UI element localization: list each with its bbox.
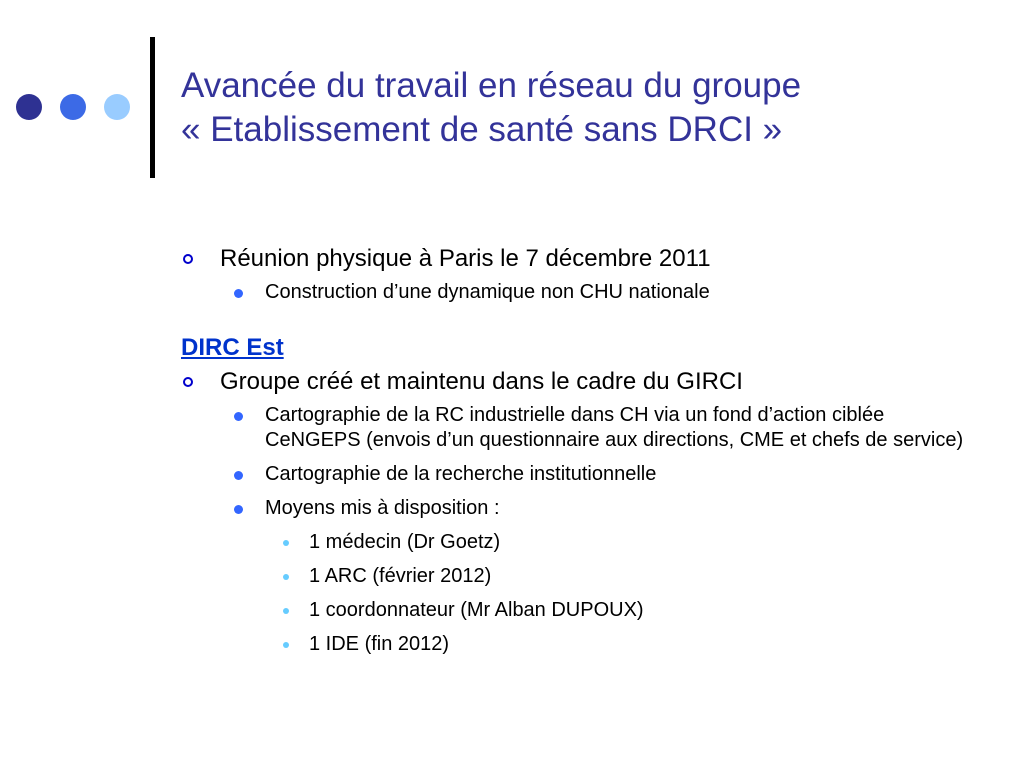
bullet-text: Groupe créé et maintenu dans le cadre du GIRCI: [220, 368, 743, 395]
sub-sub-bullet-text: 1 IDE (fin 2012): [309, 633, 450, 655]
slide-title-line-2: « Etablissement de santé sans DRCI »: [181, 110, 783, 149]
filled-circle-bullet-icon: [234, 471, 243, 480]
bullet-item-group: [181, 367, 981, 397]
small-circle-bullet-icon: [283, 608, 289, 614]
sub-sub-bullet-item: [282, 632, 981, 657]
sub-bullet-item: [230, 462, 981, 487]
sub-bullet-text: Construction d’une dynamique non CHU nationale: [265, 281, 710, 303]
decorative-dot-medium: [60, 94, 86, 120]
filled-circle-bullet-icon: [234, 412, 243, 421]
sub-bullet-item: [230, 403, 981, 453]
sub-sub-bullet-text: 1 coordonnateur (Mr Alban DUPOUX): [309, 599, 644, 621]
filled-circle-bullet-icon: [234, 289, 243, 298]
small-circle-bullet-icon: [283, 540, 289, 546]
hollow-circle-bullet-icon: [183, 377, 193, 387]
sub-sub-bullet-item: [282, 564, 981, 589]
filled-circle-bullet-icon: [234, 505, 243, 514]
sub-bullet-text: Cartographie de la recherche institutionnelle: [265, 463, 657, 485]
sub-sub-bullet-item: [282, 598, 981, 623]
sub-bullet-text: Moyens mis à disposition :: [265, 497, 500, 519]
sub-sub-bullet-text: 1 médecin (Dr Goetz): [309, 531, 501, 553]
slide-title: [181, 64, 1001, 152]
slide-title-line-1: Avancée du travail en réseau du groupe: [181, 66, 802, 105]
small-circle-bullet-icon: [283, 642, 289, 648]
bullet-item-meeting: [181, 244, 981, 274]
bullet-text: Réunion physique à Paris le 7 décembre 2011: [220, 245, 711, 272]
sub-sub-bullet-item: [282, 530, 981, 555]
slide-content: [181, 244, 981, 666]
section-heading: [181, 333, 981, 363]
sub-bullet-text: Cartographie de la RC industrielle dans CH via un fond d’action ciblée CeNGEPS (envois d’un questionnaire aux directions, CME et chefs de service): [265, 404, 964, 451]
sub-sub-bullet-text: 1 ARC (février 2012): [309, 565, 492, 587]
sub-bullet-item: [230, 280, 981, 305]
small-circle-bullet-icon: [283, 574, 289, 580]
sub-bullet-item: [230, 496, 981, 521]
hollow-circle-bullet-icon: [183, 254, 193, 264]
decorative-dot-light: [104, 94, 130, 120]
dirc-est-link[interactable]: DIRC Est: [181, 334, 284, 361]
decorative-dot-dark: [16, 94, 42, 120]
title-divider-bar: [150, 37, 155, 178]
